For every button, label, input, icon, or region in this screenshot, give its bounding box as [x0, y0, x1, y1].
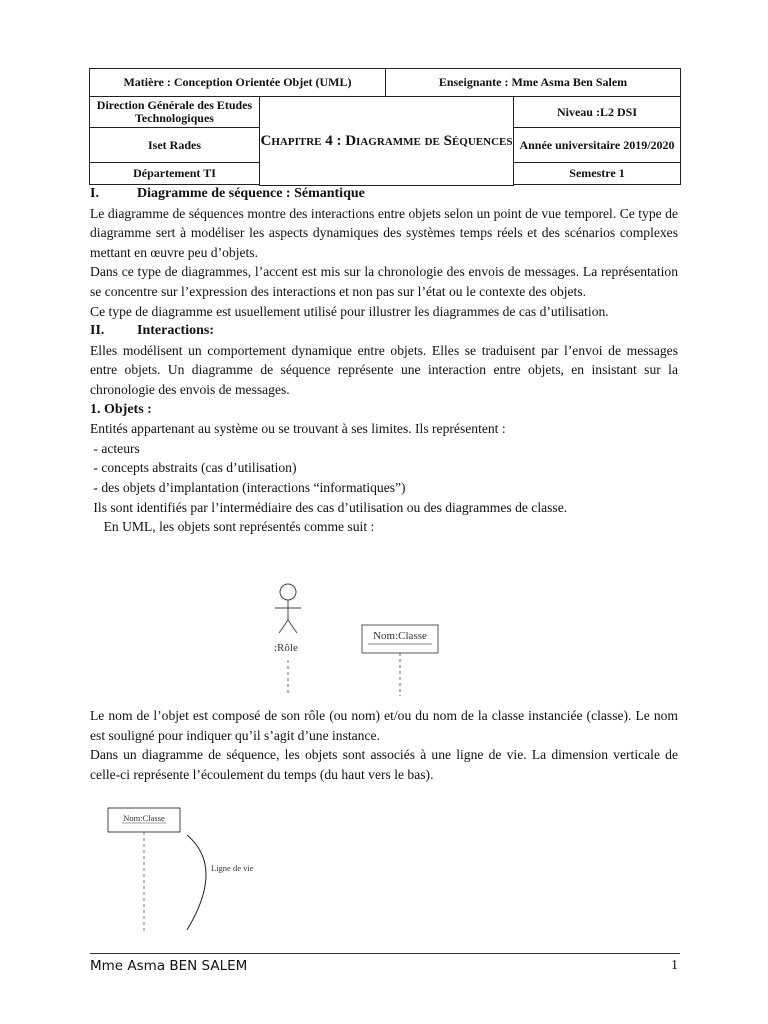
paragraph: Ce type de diagramme est usuellement utilisé pour illustrer les diagrammes de cas d’utilisation.	[90, 303, 609, 319]
direction-cell: Direction Générale des Etudes Technologiques	[89, 96, 260, 128]
semestre-cell: Semestre 1	[513, 162, 681, 185]
chapitre-cell	[259, 96, 514, 186]
document-body-continued	[90, 706, 678, 784]
list-item: - des objets d’implantation (interactions “informatiques”)	[90, 479, 406, 495]
brace-arc	[187, 835, 206, 930]
paragraph: Dans ce type de diagrammes, l’accent est mis sur la chronologie des envois de messages. La représentation se concentre sur l’expression des interactions et non pas sur l’état ou le contexte des objets.	[90, 264, 678, 299]
object-label: Nom:Classe	[373, 630, 427, 642]
matiere-cell: Matière : Conception Orientée Objet (UML)	[89, 68, 386, 97]
annee-cell: Année universitaire 2019/2020	[513, 127, 681, 163]
actor-label: :Rôle	[274, 642, 298, 654]
paragraph: Elles modélisent un comportement dynamique entre objets. Elles se traduisent par l’envoi de messages entre objets. Un diagramme de séquence représente une interaction entre objets, en insistant sur la chronologie des envois de messages.	[90, 342, 678, 397]
list-item: - concepts abstraits (cas d’utilisation)	[90, 460, 297, 476]
figure-lifeline-diagram	[105, 805, 275, 935]
document-body	[90, 184, 678, 537]
departement-cell: Département TI	[89, 162, 260, 185]
paragraph: Entités appartenant au système ou se trouvant à ses limites. Ils représentent :	[90, 421, 506, 437]
list-item: - acteurs	[90, 440, 140, 456]
paragraph: Le diagramme de séquences montre des interactions entre objets selon un point de vue temporel. Ce type de diagramme sert à modéliser les aspects dynamiques des systèmes temps réels et des scénarios complexes mettant en œuvre peu d’objets.	[90, 205, 678, 260]
paragraph: Le nom de l’objet est composé de son rôle (ou nom) et/ou du nom de la classe instanciée (classe). Le nom est souligné pour indiquer qu’il s’agit d’une instance.	[90, 708, 678, 743]
page-number: 1	[671, 958, 678, 973]
header-table	[89, 68, 681, 185]
enseignante-cell: Enseignante : Mme Asma Ben Salem	[385, 68, 681, 97]
lifeline-label: Ligne de vie	[211, 863, 254, 873]
paragraph: En UML, les objets sont représentés comme suit :	[90, 519, 375, 535]
object-label: Nom:Classe	[123, 813, 165, 823]
subsection-heading-objets: 1. Objets :	[90, 401, 152, 417]
actor-stick-figure-icon	[275, 584, 301, 633]
iset-cell: Iset Rades	[89, 127, 260, 163]
section-heading-2: II. Interactions:	[90, 323, 214, 339]
chapter-title: Chapitre 4 : Diagramme de Séquences	[260, 132, 513, 149]
paragraph: Dans un diagramme de séquence, les objets sont associés à une ligne de vie. La dimension verticale de celle-ci représente l’écoulement du temps (du haut vers le bas).	[90, 747, 678, 782]
footer-divider	[90, 953, 680, 954]
paragraph: Ils sont identifiés par l’intermédiaire des cas d’utilisation ou des diagrammes de classe.	[90, 499, 568, 515]
section-heading-1: I. Diagramme de séquence : Sémantique	[90, 186, 365, 201]
footer-author: Mme Asma BEN SALEM	[90, 958, 248, 974]
figure-objects-diagram	[260, 578, 460, 698]
niveau-cell: Niveau :L2 DSI	[513, 96, 681, 128]
